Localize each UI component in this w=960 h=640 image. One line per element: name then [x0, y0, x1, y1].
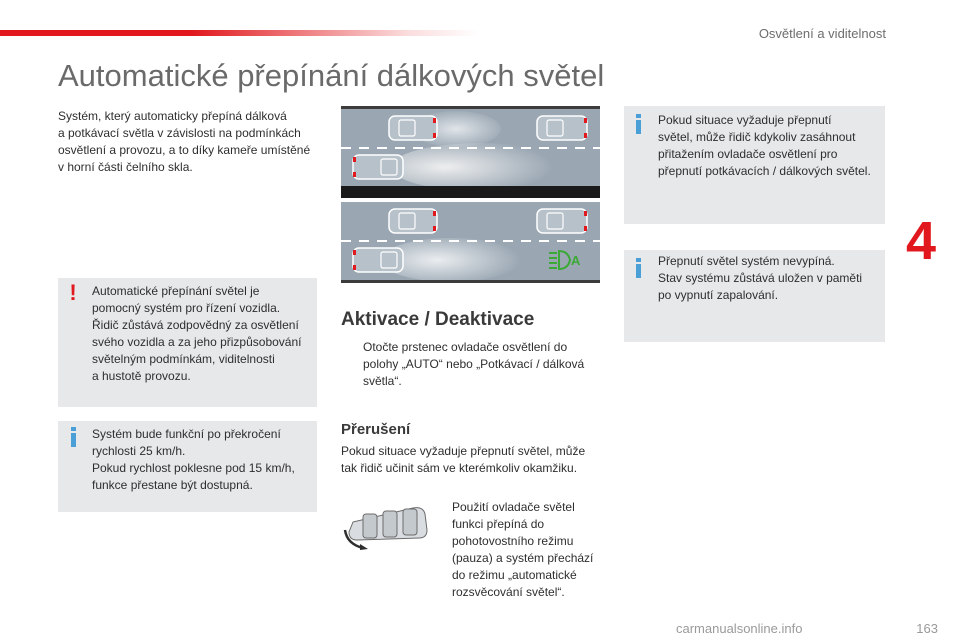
intro-line: a potkávací světla v závislosti na podmínkách	[58, 126, 301, 140]
car-icon	[389, 116, 437, 140]
page-number: 163	[916, 621, 938, 636]
interruption-heading: Přerušení	[341, 421, 411, 438]
car-icon	[353, 248, 403, 272]
car-icon	[537, 116, 587, 140]
auto-high-beam-indicator-icon	[548, 249, 580, 271]
section-title: Osvětlení a viditelnost	[758, 26, 886, 41]
road-divider	[341, 186, 600, 198]
info-override-line: Pokud situace vyžaduje přepnutí	[658, 113, 832, 127]
watermark: carmanualsonline.info	[676, 621, 803, 636]
interruption-bullet-line: pohotovostního režimu	[452, 534, 574, 548]
activation-bullet	[341, 339, 600, 393]
interruption-bullet-line: Použití ovladače světel	[452, 500, 575, 514]
interruption-bullet-line: (pauza) a systém přechází	[452, 551, 594, 565]
intro-line: Systém, který automaticky přepíná dálková	[58, 109, 287, 123]
info-override-line: světel, může řidič kdykoliv zasáhnout	[658, 130, 856, 144]
light-stalk-illustration	[343, 500, 428, 550]
info-speed-line: funkce přestane být dostupná.	[92, 478, 253, 492]
info-override-text	[658, 112, 871, 180]
warning-line: světelným podmínkám, viditelnosti	[92, 352, 275, 366]
info-icon	[71, 427, 77, 447]
exclamation-icon: !	[69, 280, 77, 305]
interruption-bullet-line: funkci přepíná do	[452, 517, 545, 531]
interruption-bullet-line: do režimu „automatické	[452, 568, 577, 582]
activation-heading: Aktivace / Deaktivace	[341, 309, 535, 330]
info-speed-line: rychlosti 25 km/h.	[92, 444, 186, 458]
info-override-line: přitažením ovladače osvětlení pro	[658, 147, 838, 161]
interruption-bullet-line: rozsvěcování světel“.	[452, 585, 565, 599]
warning-line: pomocný systém pro řízení vozidla.	[92, 301, 281, 315]
info-memory-line: Přepnutí světel systém nevypíná.	[658, 254, 835, 268]
info-speed-line: Pokud rychlost poklesne pod 15 km/h,	[92, 461, 295, 475]
warning-line: a hustotě provozu.	[92, 369, 191, 383]
interruption-bullet	[430, 499, 610, 604]
indicator-letter: A	[571, 253, 580, 268]
page-title: Automatické přepínání dálkových světel	[58, 58, 605, 93]
activation-line: polohy „AUTO“ nebo „Potkávací / dálková	[363, 357, 585, 371]
interruption-paragraph	[341, 443, 585, 477]
activation-line: světla“.	[363, 374, 402, 388]
info-memory-line: po vypnutí zapalování.	[658, 288, 779, 302]
car-icon	[353, 155, 403, 179]
intro-paragraph	[58, 108, 310, 176]
road-bottom-edge	[341, 280, 600, 283]
warning-text	[92, 283, 301, 385]
intro-line: v horní části čelního skla.	[58, 160, 193, 174]
info-icon	[636, 114, 642, 134]
info-override-line: přepnutí potkávacích / dálkových světel.	[658, 164, 871, 178]
road-top-scene	[341, 109, 600, 187]
interruption-line: tak řidič učinit sám ve kterémkoliv okamžiku.	[341, 461, 578, 475]
info-speed-text	[92, 426, 295, 494]
info-memory-line: Stav systému zůstává uložen v paměti	[658, 271, 863, 285]
info-memory-text	[658, 253, 862, 304]
activation-line: Otočte prstenec ovladače osvětlení do	[363, 340, 568, 354]
warning-line: Řidič zůstává zodpovědný za osvětlení	[92, 318, 299, 332]
warning-line: svého vozidla a za jeho přizpůsobování	[92, 335, 302, 349]
warning-line: Automatické přepínání světel je	[92, 284, 260, 298]
car-icon	[537, 209, 587, 233]
interruption-line: Pokud situace vyžaduje přepnutí světel, může	[341, 444, 586, 458]
info-speed-line: Systém bude funkční po překročení	[92, 427, 281, 441]
chapter-number: 4	[906, 211, 937, 271]
road-illustration-top	[341, 109, 600, 187]
header-accent-bar	[0, 30, 480, 36]
car-icon	[389, 209, 437, 233]
info-icon	[636, 258, 642, 278]
intro-line: osvětlení a provozu, a to díky kameře umístěné	[58, 143, 311, 157]
